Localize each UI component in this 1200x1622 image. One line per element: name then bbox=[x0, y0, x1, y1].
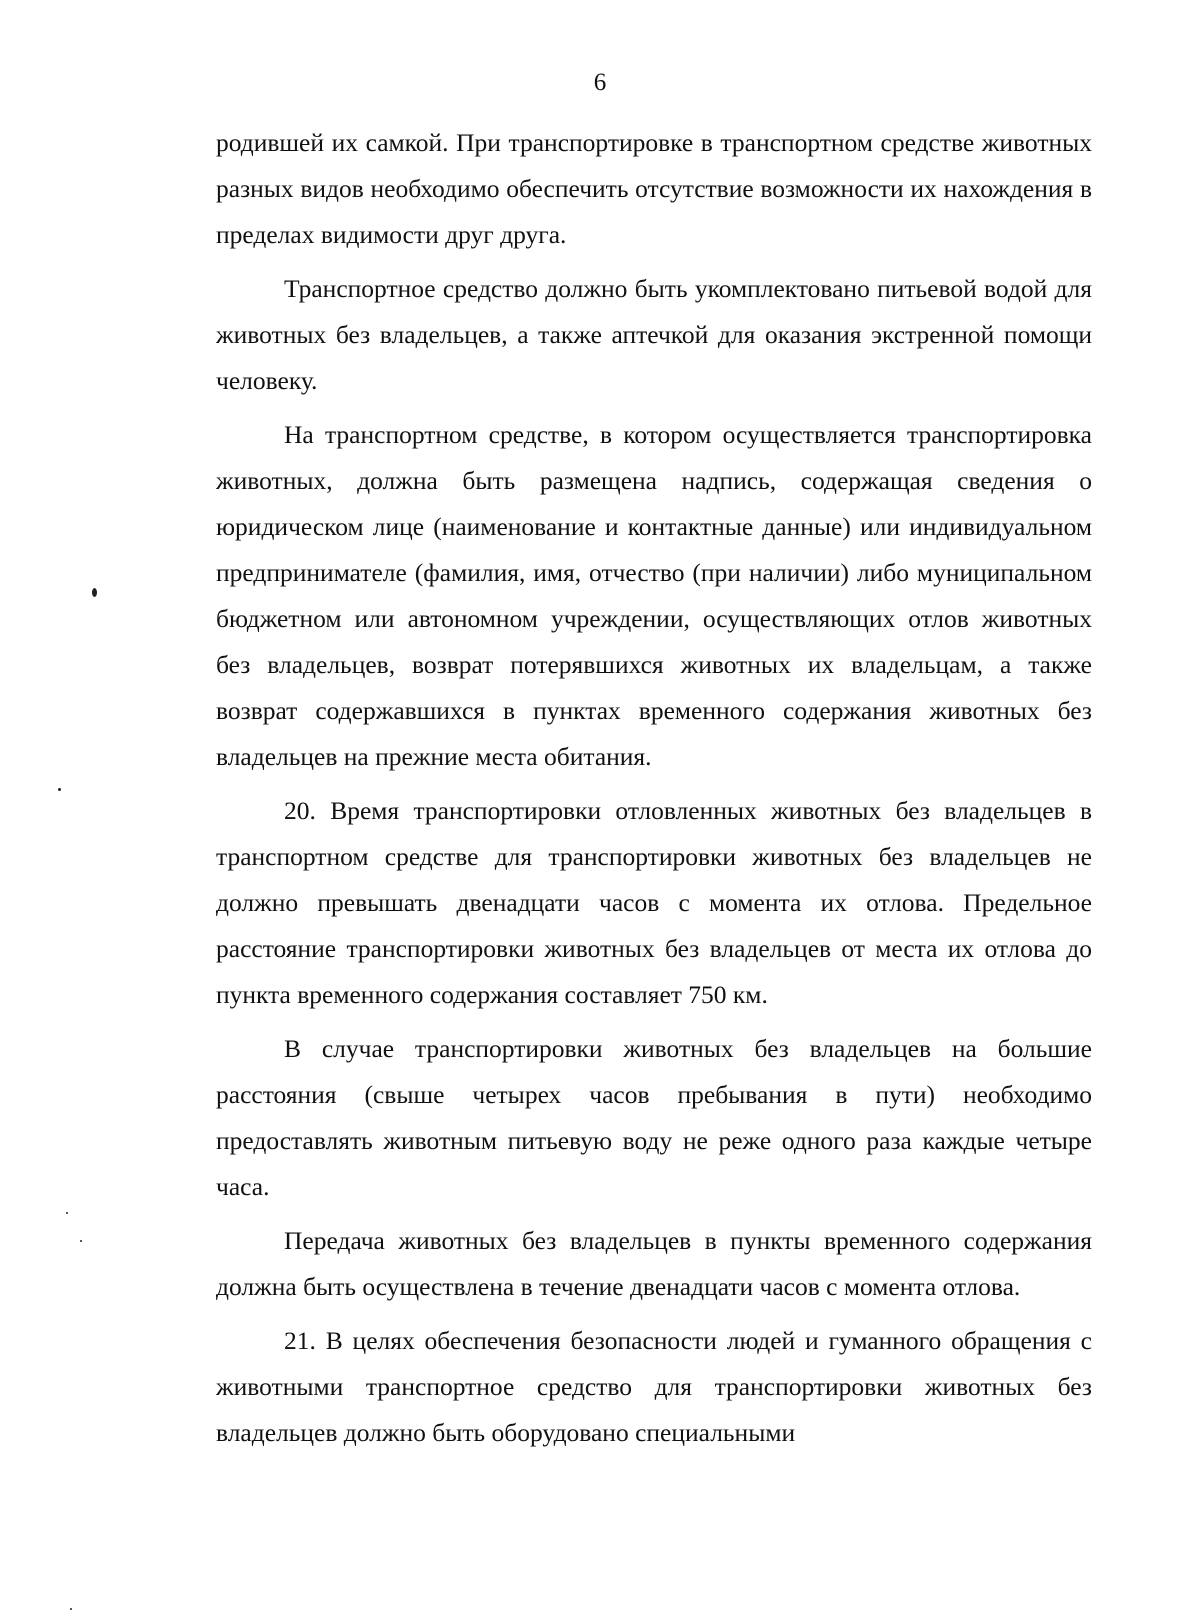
scan-speck bbox=[66, 1212, 68, 1214]
paragraph-7: 21. В целях обеспечения безопасности людей и гуманного обращения с животными транспортное средство для транспортировки животных без владельцев должно быть оборудовано специальными bbox=[216, 1326, 1092, 1447]
paragraph-6: Передача животных без владельцев в пункты временного содержания должна быть осуществлена в течение двенадцати часов с момента отлова. bbox=[216, 1226, 1092, 1301]
paragraph-4: 20. Время транспортировки отловленных животных без владельцев в транспортном средстве для транспортировки животных без владельцев не должно превышать двенадцати часов с момента их отлова. Предельное расстояние транспортировки животных без владельцев от места их отлова до пункта временного содержания составляет 750 км. bbox=[216, 796, 1092, 1009]
document-body bbox=[216, 120, 1092, 1464]
paragraph-5: В случае транспортировки животных без владельцев на большие расстояния (свыше четырех часов пребывания в пути) необходимо предоставлять животным питьевую воду не реже одного раза каждые четыре часа. bbox=[216, 1034, 1092, 1201]
paragraph-3: На транспортном средстве, в котором осуществляется транспортировка животных, должна быть размещена надпись, содержащая сведения о юридическом лице (наименование и контактные данные) или индивидуальном предпринимателе (фамилия, имя, отчество (при наличии) либо муниципальном бюджетном или автономном учреждении, осуществляющих отлов животных без владельцев, возврат потерявшихся животных их владельцам, а также возврат содержавшихся в пунктах временного содержания животных без владельцев на прежние места обитания. bbox=[216, 420, 1092, 771]
scan-speck bbox=[92, 588, 97, 597]
page-number: 6 bbox=[593, 69, 607, 96]
scan-speck bbox=[80, 1240, 82, 1242]
paragraph-1: родившей их самкой. При транспортировке в транспортном средстве животных разных видов необходимо обеспечить отсутствие возможности их нахождения в пределах видимости друг друга. bbox=[216, 128, 1092, 249]
paragraph-2: Транспортное средство должно быть укомплектовано питьевой водой для животных без владельцев, а также аптечкой для оказания экстренной помощи человеку. bbox=[216, 274, 1092, 395]
scan-speck bbox=[58, 788, 61, 791]
scan-speck bbox=[70, 1608, 72, 1610]
